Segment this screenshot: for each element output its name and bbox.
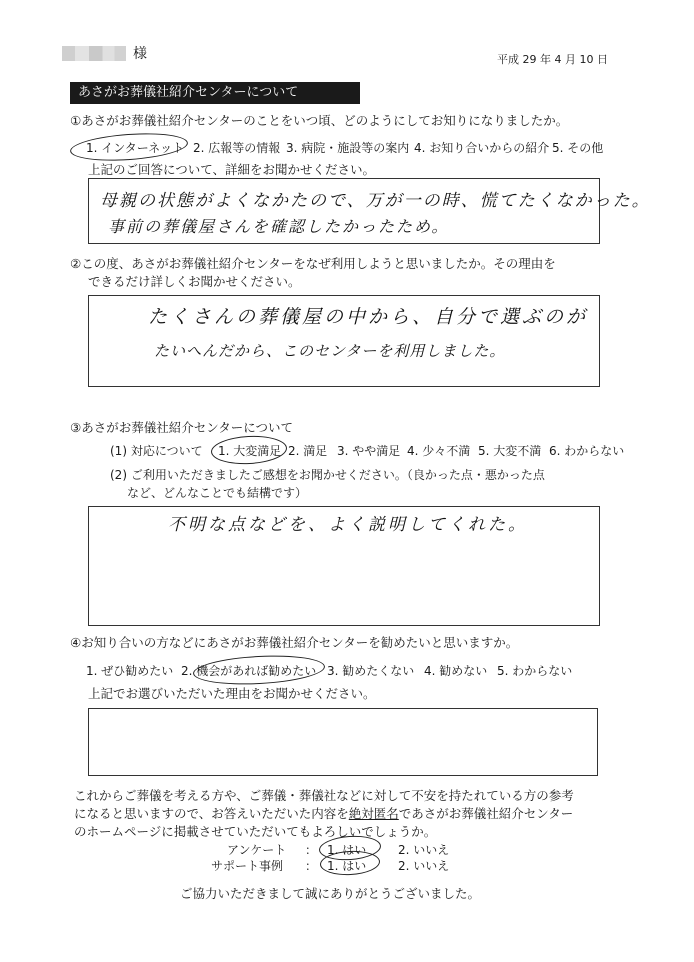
q1-option-3: 3. 病院・施設等の案内 (286, 141, 410, 155)
consent-line-2 (74, 806, 573, 822)
q4-option-2: 2. 機会があれば勧めたい (181, 664, 317, 678)
q1-followup: 上記のご回答について、詳細をお聞かせください。 (88, 162, 376, 177)
q1-option-5: 5. その他 (552, 141, 604, 155)
q3-option-2: 2. 満足 (288, 444, 328, 458)
consent-survey-no: 2. いいえ (398, 843, 450, 857)
q2-question-line-2: できるだけ詳しくお聞かせください。 (88, 274, 301, 289)
q4-selection-circle (192, 653, 325, 688)
consent-line-2-post: であさがお葬儀社紹介センター (398, 806, 574, 821)
consent-anonymous-emphasis: 絶対匿名 (348, 806, 399, 821)
closing-message: ご協力いただきまして誠にありがとうございました。 (180, 886, 481, 901)
consent-line-1: これからご葬儀を考える方や、ご葬儀・葬儀社などに対して不安を持たれている方の参考 (74, 788, 574, 803)
q1-selection-circle (69, 130, 189, 164)
consent-line-2-pre: になると思いますので、お答えいただいた内容を (74, 806, 349, 821)
q3-sub2-line-2: など、どんなことでも結構です） (127, 486, 308, 500)
recipient-suffix: 様 (133, 46, 147, 62)
consent-survey-yes: 1. はい (327, 843, 367, 857)
q2-answer-line-2: たいへんだから、このセンターを利用しました。 (154, 342, 506, 360)
q4-option-5: 5. わからない (497, 664, 573, 678)
q4-question: ④お知り合いの方などにあさがお葬儀社紹介センターを勧めたいと思いますか。 (70, 635, 519, 650)
q4-option-4: 4. 勧めない (424, 664, 488, 678)
q1-answer-line-2: 事前の葬儀屋さんを確認したかったため。 (108, 217, 450, 236)
q4-followup: 上記でお選びいただいた理由をお聞かせください。 (88, 686, 376, 701)
q3-option-1: 1. 大変満足 (218, 444, 282, 458)
consent-support-no: 2. いいえ (398, 859, 450, 873)
consent-line-3: のホームページに掲載させていただいてもよろしいでしょうか。 (74, 824, 437, 839)
q3-option-4: 4. 少々不満 (407, 444, 471, 458)
q4-option-1: 1. ぜひ勧めたい (86, 664, 174, 678)
q4-answer-box (88, 708, 598, 776)
q3-question: ③あさがお葬儀社紹介センターについて (70, 420, 293, 435)
q4-option-3: 3. 勧めたくない (327, 664, 415, 678)
q3-option-3: 3. やや満足 (337, 444, 401, 458)
page-title: あさがお葬儀社紹介センターについて (70, 82, 360, 104)
consent-row-label-support: サポート事例 (211, 859, 284, 873)
q2-answer-line-1: たくさんの葬儀屋の中から、自分で選ぶのが (148, 306, 589, 328)
consent-row-label-survey: アンケート (227, 843, 287, 857)
q1-answer-line-1: 母親の状態がよくなかたので、万が一の時、慌てたくなかった。 (100, 191, 651, 211)
date: 平成 29 年 4 月 10 日 (497, 53, 608, 66)
q3-answer-line-1: 不明な点などを、よく説明してくれた。 (168, 515, 528, 535)
q3-option-6: 6. わからない (549, 444, 625, 458)
q3-sub2-line-1: (2) ご利用いただきましたご感想をお聞かせください。（良かった点・悪かった点 (110, 468, 545, 482)
q3-sub1-label: (1) 対応について (110, 444, 203, 458)
q2-question-line-1: ②この度、あさがお葬儀社紹介センターをなぜ利用しようと思いましたか。その理由を (70, 256, 556, 271)
q1-option-2: 2. 広報等の情報 (193, 141, 281, 155)
consent-support-yes: 1. はい (327, 859, 367, 873)
redacted-name (62, 46, 126, 61)
consent-row-colon-survey: ： (305, 843, 318, 857)
q3-selection-circle (210, 434, 287, 466)
q1-option-1: 1. インターネット (86, 141, 185, 155)
q3-option-5: 5. 大変不満 (478, 444, 542, 458)
q1-option-4: 4. お知り合いからの紹介 (414, 141, 550, 155)
consent-row-colon-support: ： (305, 859, 318, 873)
q1-question: ①あさがお葬儀社紹介センターのことをいつ頃、どのようにしてお知りになりましたか。 (70, 113, 569, 128)
